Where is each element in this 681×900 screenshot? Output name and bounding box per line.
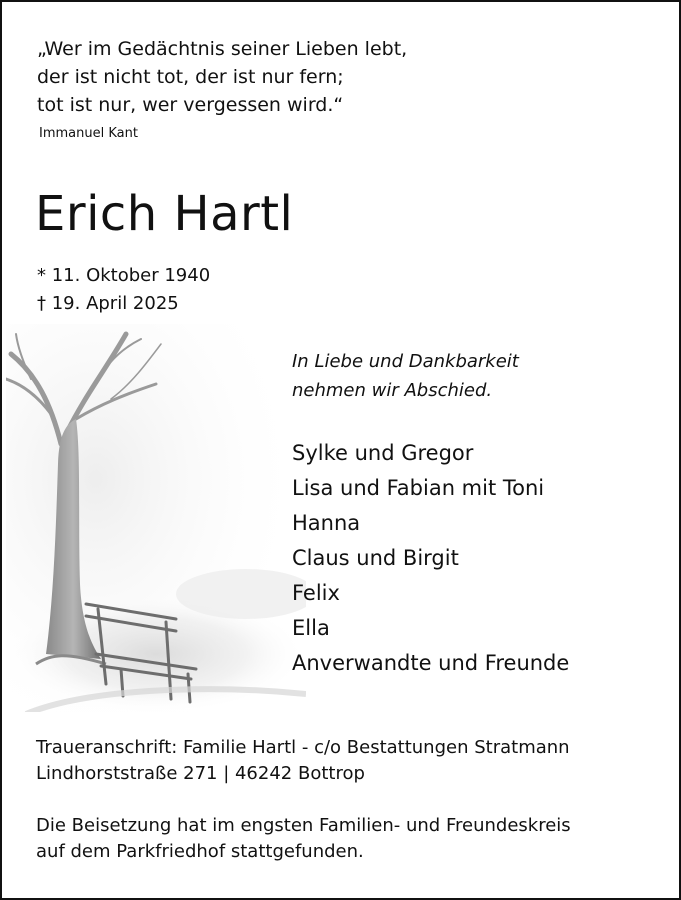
life-dates [37,262,210,318]
address-line: Traueranschrift: Familie Hartl - c/o Bestattungen Stratmann [36,737,570,758]
mourner-item: Ella [292,616,330,640]
quote-line: tot ist nur, wer vergessen wird.“ [37,94,344,116]
burial-line: auf dem Parkfriedhof stattgefunden. [36,841,364,862]
mourning-address [36,735,570,787]
burial-line: Die Beisetzung hat im engsten Familien- und Freundeskreis [36,815,571,836]
tree-and-bench-sketch-icon [6,324,306,712]
mourner-item: Lisa und Fabian mit Toni [292,476,545,500]
death-date: † 19. April 2025 [37,293,179,314]
address-line: Lindhorststraße 271 | 46242 Bottrop [36,763,365,784]
mourners-list [292,436,569,681]
farewell-line: In Liebe und Dankbarkeit [292,351,519,372]
farewell-line: nehmen wir Abschied. [292,380,493,401]
quote-author: Immanuel Kant [39,126,138,141]
mourner-item: Felix [292,581,340,605]
burial-notice [36,813,571,865]
mourner-item: Hanna [292,511,361,535]
farewell-text [292,347,519,405]
birth-date: * 11. Oktober 1940 [37,265,211,286]
mourner-item: Sylke und Gregor [292,441,474,465]
deceased-name: Erich Hartl [35,186,294,242]
mourner-item: Anverwandte und Freunde [292,651,570,675]
quote-line: „Wer im Gedächtnis seiner Lieben lebt, [37,38,408,60]
mourner-item: Claus und Birgit [292,546,459,570]
quote-line: der ist nicht tot, der ist nur fern; [37,66,344,88]
quote [37,35,407,119]
